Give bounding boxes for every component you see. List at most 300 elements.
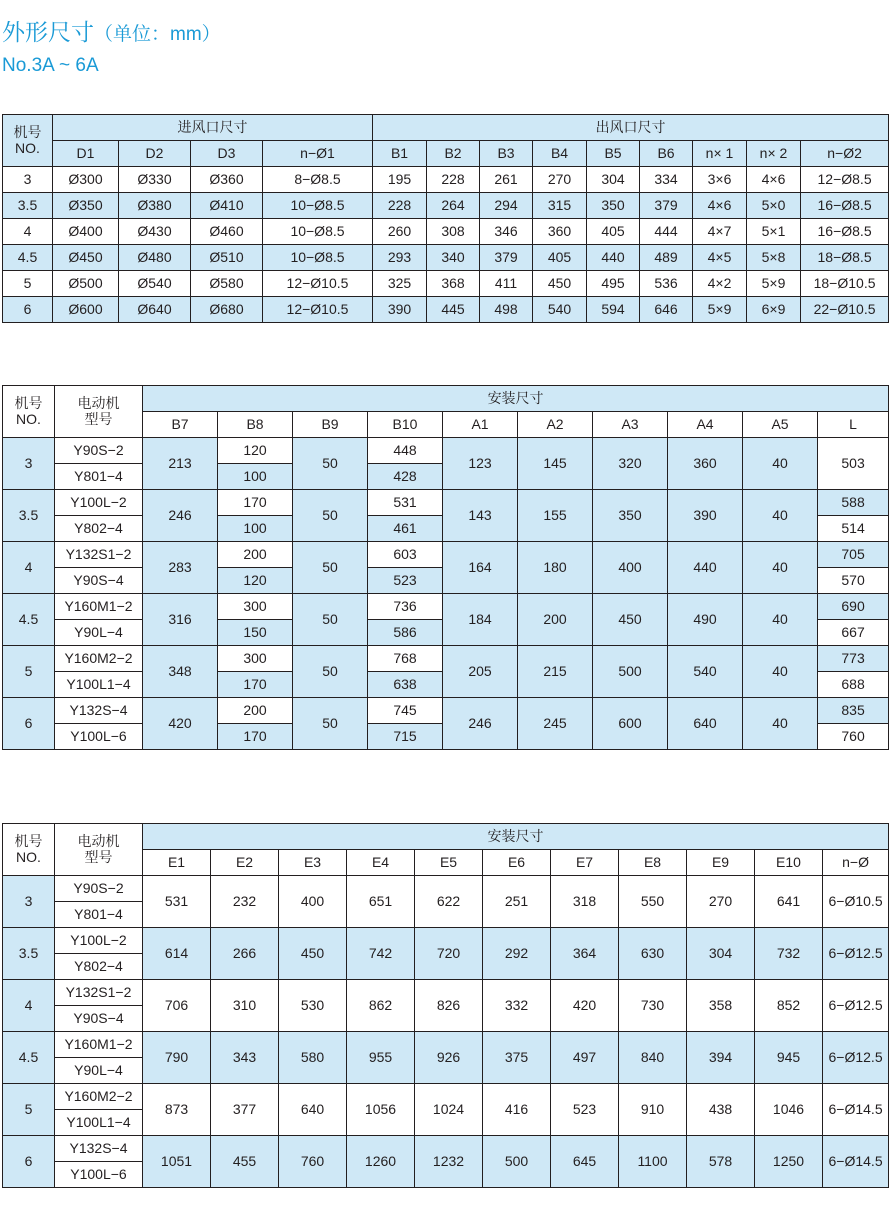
table-row — [3, 646, 889, 672]
data-cell: 364 — [551, 928, 619, 980]
table-row — [3, 542, 889, 568]
data-cell: 4×6 — [747, 167, 801, 193]
machine-no-cell: 4 — [3, 542, 55, 594]
l-cell: 514 — [818, 516, 889, 542]
table-row — [3, 297, 889, 323]
table-row — [3, 490, 889, 516]
model-range: No.3A ~ 6A — [2, 55, 99, 76]
data-cell: 304 — [587, 167, 640, 193]
data-cell: 4×6 — [693, 193, 747, 219]
b9-cell: 50 — [293, 490, 368, 542]
data-cell: 578 — [687, 1136, 755, 1188]
data-cell: 1260 — [347, 1136, 415, 1188]
table-row — [3, 1032, 889, 1058]
a2-cell: 215 — [518, 646, 593, 698]
motor-model-cell: Y132S1−2 — [55, 542, 143, 568]
data-cell: Ø380 — [119, 193, 191, 219]
data-cell: 630 — [619, 928, 687, 980]
data-cell: 5×1 — [747, 219, 801, 245]
b10-cell: 448 — [368, 438, 443, 464]
a5-cell: 40 — [743, 646, 818, 698]
table-row — [3, 698, 889, 724]
data-cell: 641 — [755, 876, 823, 928]
machine-label: 机号 — [14, 395, 43, 412]
col-header-e8: E8 — [619, 850, 687, 876]
data-cell: 294 — [480, 193, 533, 219]
b8-cell: 170 — [218, 490, 293, 516]
data-cell: 1250 — [755, 1136, 823, 1188]
data-cell: 945 — [755, 1032, 823, 1084]
l-cell: 588 — [818, 490, 889, 516]
col-header-a4: A4 — [668, 412, 743, 438]
b8-cell: 170 — [218, 724, 293, 750]
table-row — [3, 876, 889, 902]
data-cell: Ø500 — [53, 271, 119, 297]
motor-model-cell: Y801−4 — [55, 902, 143, 928]
data-cell: 390 — [373, 297, 427, 323]
b8-cell: 300 — [218, 646, 293, 672]
data-cell: 1232 — [415, 1136, 483, 1188]
data-cell: 6−Ø14.5 — [823, 1084, 889, 1136]
data-cell: 358 — [687, 980, 755, 1032]
col-header-e5: E5 — [415, 850, 483, 876]
b10-cell: 736 — [368, 594, 443, 620]
data-cell: 360 — [533, 219, 587, 245]
data-cell: 760 — [279, 1136, 347, 1188]
l-cell: 688 — [818, 672, 889, 698]
data-cell: 6−Ø14.5 — [823, 1136, 889, 1188]
motor-model-cell: Y801−4 — [55, 464, 143, 490]
data-cell: 375 — [483, 1032, 551, 1084]
data-cell: 489 — [640, 245, 693, 271]
data-cell: 394 — [687, 1032, 755, 1084]
data-cell: 12−Ø10.5 — [263, 297, 373, 323]
machine-no-cell: 4.5 — [3, 594, 55, 646]
b9-cell: 50 — [293, 646, 368, 698]
motor-model-cell: Y802−4 — [55, 954, 143, 980]
data-cell: 450 — [279, 928, 347, 980]
data-cell: 22−Ø10.5 — [801, 297, 889, 323]
data-cell: Ø600 — [53, 297, 119, 323]
b7-cell: 283 — [143, 542, 218, 594]
installation-size-header: 安装尺寸 — [143, 386, 889, 412]
a2-cell: 200 — [518, 594, 593, 646]
data-cell: 346 — [480, 219, 533, 245]
data-cell: 790 — [143, 1032, 211, 1084]
data-cell: 4×2 — [693, 271, 747, 297]
table-row — [3, 928, 889, 954]
col-header-b8: B8 — [218, 412, 293, 438]
data-cell: Ø360 — [191, 167, 263, 193]
data-cell: Ø640 — [119, 297, 191, 323]
motor-model-cell: Y100L1−4 — [55, 672, 143, 698]
data-cell: 261 — [480, 167, 533, 193]
l-cell: 705 — [818, 542, 889, 568]
table-row — [3, 1084, 889, 1110]
motor-model-header — [55, 386, 143, 438]
data-cell: Ø430 — [119, 219, 191, 245]
data-cell: Ø480 — [119, 245, 191, 271]
data-cell: 377 — [211, 1084, 279, 1136]
table-row — [3, 271, 889, 297]
machine-no-cell: 5 — [3, 646, 55, 698]
machine-no-cell: 4 — [3, 219, 53, 245]
data-cell: 852 — [755, 980, 823, 1032]
motor-label: 电动机 — [77, 833, 120, 850]
col-header-n: n−Ø — [823, 850, 889, 876]
b10-cell: 638 — [368, 672, 443, 698]
b10-cell: 745 — [368, 698, 443, 724]
unit-text: （单位：mm） — [94, 24, 221, 45]
machine-no-cell: 5 — [3, 271, 53, 297]
data-cell: 730 — [619, 980, 687, 1032]
data-cell: 405 — [587, 219, 640, 245]
b8-cell: 100 — [218, 464, 293, 490]
data-cell: 440 — [587, 245, 640, 271]
col-header-e7: E7 — [551, 850, 619, 876]
b8-cell: 200 — [218, 698, 293, 724]
motor-model-cell: Y90S−4 — [55, 568, 143, 594]
data-cell: 826 — [415, 980, 483, 1032]
col-header-d3: D3 — [191, 141, 263, 167]
a5-cell: 40 — [743, 438, 818, 490]
data-cell: 266 — [211, 928, 279, 980]
data-cell: 10−Ø8.5 — [263, 193, 373, 219]
data-cell: 955 — [347, 1032, 415, 1084]
machine-no-cell: 6 — [3, 698, 55, 750]
machine-no-header — [3, 386, 55, 438]
motor-model-cell: Y100L1−4 — [55, 1110, 143, 1136]
model-label: 型号 — [84, 410, 113, 427]
data-cell: Ø350 — [53, 193, 119, 219]
data-cell: 706 — [143, 980, 211, 1032]
col-header-b5: B5 — [587, 141, 640, 167]
motor-label: 电动机 — [77, 395, 120, 412]
data-cell: 1056 — [347, 1084, 415, 1136]
col-header-b7: B7 — [143, 412, 218, 438]
data-cell: 8−Ø8.5 — [263, 167, 373, 193]
data-cell: 536 — [640, 271, 693, 297]
data-cell: 1051 — [143, 1136, 211, 1188]
data-cell: 195 — [373, 167, 427, 193]
a5-cell: 40 — [743, 594, 818, 646]
col-header-e6: E6 — [483, 850, 551, 876]
data-cell: 862 — [347, 980, 415, 1032]
machine-label: 机号 — [13, 124, 42, 141]
machine-label: 机号 — [14, 833, 43, 850]
data-cell: 498 — [480, 297, 533, 323]
b8-cell: 200 — [218, 542, 293, 568]
b9-cell: 50 — [293, 438, 368, 490]
no-label: NO. — [15, 139, 40, 156]
motor-model-cell: Y90L−4 — [55, 620, 143, 646]
data-cell: 651 — [347, 876, 415, 928]
data-cell: 16−Ø8.5 — [801, 219, 889, 245]
b10-cell: 461 — [368, 516, 443, 542]
a4-cell: 390 — [668, 490, 743, 542]
table2-header-row — [3, 386, 889, 412]
data-cell: 293 — [373, 245, 427, 271]
machine-no-cell: 3 — [3, 438, 55, 490]
data-cell: 926 — [415, 1032, 483, 1084]
machine-no-cell: 5 — [3, 1084, 55, 1136]
data-cell: 6−Ø12.5 — [823, 1032, 889, 1084]
a2-cell: 180 — [518, 542, 593, 594]
data-cell: 350 — [587, 193, 640, 219]
data-cell: 416 — [483, 1084, 551, 1136]
table-row — [3, 219, 889, 245]
data-cell: 910 — [619, 1084, 687, 1136]
data-cell: 304 — [687, 928, 755, 980]
col-header-a2: A2 — [518, 412, 593, 438]
data-cell: 12−Ø8.5 — [801, 167, 889, 193]
data-cell: 4×7 — [693, 219, 747, 245]
machine-no-cell: 6 — [3, 297, 53, 323]
machine-no-cell: 3.5 — [3, 928, 55, 980]
machine-no-header — [3, 115, 53, 167]
data-cell: 5×9 — [747, 271, 801, 297]
data-cell: 500 — [483, 1136, 551, 1188]
data-cell: 411 — [480, 271, 533, 297]
motor-model-cell: Y160M1−2 — [55, 1032, 143, 1058]
a4-cell: 360 — [668, 438, 743, 490]
data-cell: 444 — [640, 219, 693, 245]
data-cell: 251 — [483, 876, 551, 928]
page-title — [2, 14, 221, 47]
data-cell: Ø580 — [191, 271, 263, 297]
b7-cell: 246 — [143, 490, 218, 542]
a1-cell: 123 — [443, 438, 518, 490]
col-header-a3: A3 — [593, 412, 668, 438]
data-cell: 497 — [551, 1032, 619, 1084]
data-cell: 4×5 — [693, 245, 747, 271]
data-cell: 6−Ø12.5 — [823, 980, 889, 1032]
data-cell: 640 — [279, 1084, 347, 1136]
col-header-n-1: n× 1 — [693, 141, 747, 167]
b7-cell: 420 — [143, 698, 218, 750]
data-cell: 550 — [619, 876, 687, 928]
data-cell: Ø460 — [191, 219, 263, 245]
col-header-n-2: n× 2 — [747, 141, 801, 167]
inlet-outlet-dimension-table — [2, 114, 889, 323]
motor-model-cell: Y132S−4 — [55, 698, 143, 724]
a1-cell: 246 — [443, 698, 518, 750]
b10-cell: 586 — [368, 620, 443, 646]
col-header-e3: E3 — [279, 850, 347, 876]
col-header-b10: B10 — [368, 412, 443, 438]
data-cell: 264 — [427, 193, 480, 219]
data-cell: 10−Ø8.5 — [263, 219, 373, 245]
no-label: NO. — [16, 410, 41, 427]
motor-model-cell: Y100L−2 — [55, 928, 143, 954]
a1-cell: 143 — [443, 490, 518, 542]
data-cell: 1100 — [619, 1136, 687, 1188]
motor-model-cell: Y90S−2 — [55, 438, 143, 464]
no-label: NO. — [16, 848, 41, 865]
machine-no-cell: 3 — [3, 167, 53, 193]
col-header-b1: B1 — [373, 141, 427, 167]
b8-cell: 120 — [218, 568, 293, 594]
data-cell: 400 — [279, 876, 347, 928]
data-cell: 12−Ø10.5 — [263, 271, 373, 297]
data-cell: 873 — [143, 1084, 211, 1136]
motor-model-cell: Y132S1−2 — [55, 980, 143, 1006]
a4-cell: 640 — [668, 698, 743, 750]
motor-model-cell: Y160M2−2 — [55, 646, 143, 672]
data-cell: 379 — [480, 245, 533, 271]
data-cell: 645 — [551, 1136, 619, 1188]
table-row — [3, 594, 889, 620]
b9-cell: 50 — [293, 542, 368, 594]
b7-cell: 213 — [143, 438, 218, 490]
data-cell: 438 — [687, 1084, 755, 1136]
col-header-d1: D1 — [53, 141, 119, 167]
motor-model-cell: Y160M2−2 — [55, 1084, 143, 1110]
table-row — [3, 167, 889, 193]
a2-cell: 245 — [518, 698, 593, 750]
a1-cell: 205 — [443, 646, 518, 698]
col-header-e2: E2 — [211, 850, 279, 876]
table3-header-row — [3, 824, 889, 850]
b8-cell: 300 — [218, 594, 293, 620]
col-header-e4: E4 — [347, 850, 415, 876]
installation-size-header: 安装尺寸 — [143, 824, 889, 850]
col-header-e10: E10 — [755, 850, 823, 876]
model-label: 型号 — [84, 848, 113, 865]
data-cell: 450 — [533, 271, 587, 297]
data-cell: 340 — [427, 245, 480, 271]
data-cell: Ø540 — [119, 271, 191, 297]
data-cell: 343 — [211, 1032, 279, 1084]
data-cell: 622 — [415, 876, 483, 928]
b10-cell: 768 — [368, 646, 443, 672]
col-header-e1: E1 — [143, 850, 211, 876]
data-cell: 16−Ø8.5 — [801, 193, 889, 219]
data-cell: 332 — [483, 980, 551, 1032]
data-cell: 228 — [373, 193, 427, 219]
a5-cell: 40 — [743, 490, 818, 542]
data-cell: 646 — [640, 297, 693, 323]
b7-cell: 348 — [143, 646, 218, 698]
l-cell: 760 — [818, 724, 889, 750]
motor-model-cell: Y100L−6 — [55, 1162, 143, 1188]
col-header-n-1: n−Ø1 — [263, 141, 373, 167]
table-row — [3, 438, 889, 464]
motor-model-cell: Y90S−2 — [55, 876, 143, 902]
col-header-b3: B3 — [480, 141, 533, 167]
machine-no-cell: 6 — [3, 1136, 55, 1188]
data-cell: 1024 — [415, 1084, 483, 1136]
col-header-a5: A5 — [743, 412, 818, 438]
data-cell: 232 — [211, 876, 279, 928]
motor-model-cell: Y132S−4 — [55, 1136, 143, 1162]
machine-no-header — [3, 824, 55, 876]
data-cell: 732 — [755, 928, 823, 980]
data-cell: 18−Ø8.5 — [801, 245, 889, 271]
a2-cell: 155 — [518, 490, 593, 542]
data-cell: 405 — [533, 245, 587, 271]
data-cell: Ø680 — [191, 297, 263, 323]
motor-model-cell: Y160M1−2 — [55, 594, 143, 620]
data-cell: 270 — [687, 876, 755, 928]
a3-cell: 400 — [593, 542, 668, 594]
b8-cell: 170 — [218, 672, 293, 698]
installation-dimension-table-e — [2, 823, 889, 1188]
b10-cell: 531 — [368, 490, 443, 516]
data-cell: 1046 — [755, 1084, 823, 1136]
b8-cell: 120 — [218, 438, 293, 464]
data-cell: 840 — [619, 1032, 687, 1084]
data-cell: 6−Ø10.5 — [823, 876, 889, 928]
col-header-l: L — [818, 412, 889, 438]
data-cell: Ø400 — [53, 219, 119, 245]
l-cell: 835 — [818, 698, 889, 724]
data-cell: 614 — [143, 928, 211, 980]
col-header-d2: D2 — [119, 141, 191, 167]
col-header-b2: B2 — [427, 141, 480, 167]
data-cell: 308 — [427, 219, 480, 245]
col-header-b9: B9 — [293, 412, 368, 438]
machine-no-cell: 3 — [3, 876, 55, 928]
a5-cell: 40 — [743, 698, 818, 750]
table-row — [3, 245, 889, 271]
l-cell: 667 — [818, 620, 889, 646]
table1-column-row — [3, 141, 889, 167]
b10-cell: 603 — [368, 542, 443, 568]
data-cell: 420 — [551, 980, 619, 1032]
machine-no-cell: 3.5 — [3, 490, 55, 542]
data-cell: Ø450 — [53, 245, 119, 271]
b10-cell: 523 — [368, 568, 443, 594]
a4-cell: 540 — [668, 646, 743, 698]
col-header-a1: A1 — [443, 412, 518, 438]
installation-dimension-table-b — [2, 385, 889, 750]
table1-header-row — [3, 115, 889, 141]
data-cell: 315 — [533, 193, 587, 219]
data-cell: Ø330 — [119, 167, 191, 193]
data-cell: 495 — [587, 271, 640, 297]
data-cell: 5×0 — [747, 193, 801, 219]
b8-cell: 100 — [218, 516, 293, 542]
motor-model-cell: Y802−4 — [55, 516, 143, 542]
data-cell: 6−Ø12.5 — [823, 928, 889, 980]
motor-model-header — [55, 824, 143, 876]
a4-cell: 440 — [668, 542, 743, 594]
data-cell: 228 — [427, 167, 480, 193]
l-cell: 570 — [818, 568, 889, 594]
data-cell: 720 — [415, 928, 483, 980]
machine-no-cell: 4.5 — [3, 245, 53, 271]
table-row — [3, 1136, 889, 1162]
motor-model-cell: Y100L−2 — [55, 490, 143, 516]
data-cell: 325 — [373, 271, 427, 297]
data-cell: 445 — [427, 297, 480, 323]
data-cell: 594 — [587, 297, 640, 323]
data-cell: Ø410 — [191, 193, 263, 219]
motor-model-cell: Y90S−4 — [55, 1006, 143, 1032]
data-cell: 379 — [640, 193, 693, 219]
data-cell: 455 — [211, 1136, 279, 1188]
data-cell: 742 — [347, 928, 415, 980]
data-cell: 531 — [143, 876, 211, 928]
machine-no-cell: 4 — [3, 980, 55, 1032]
data-cell: 310 — [211, 980, 279, 1032]
l-cell: 773 — [818, 646, 889, 672]
data-cell: Ø510 — [191, 245, 263, 271]
inlet-size-header: 进风口尺寸 — [53, 115, 373, 141]
data-cell: 270 — [533, 167, 587, 193]
a3-cell: 450 — [593, 594, 668, 646]
